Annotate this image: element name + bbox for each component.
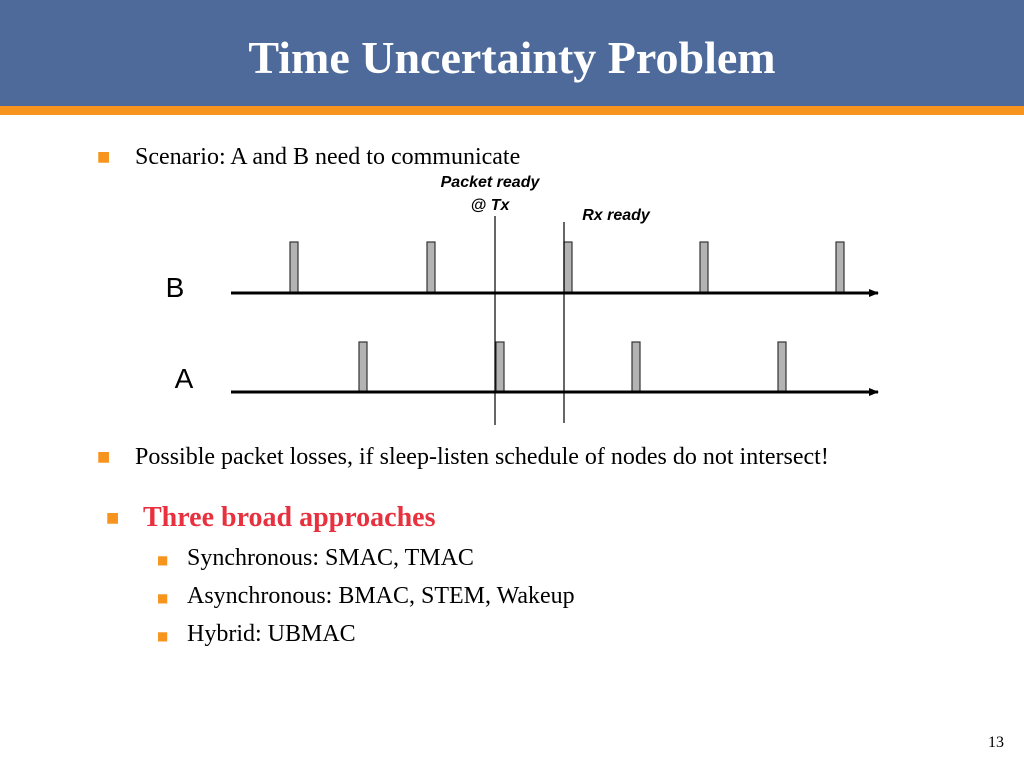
rx-ready-label: Rx ready	[582, 207, 650, 224]
page-number: 13	[988, 734, 1004, 751]
approaches-heading: Three broad approaches	[143, 502, 436, 533]
bullet-square-icon: ■	[97, 449, 111, 465]
node-b-listen-pulse	[700, 242, 708, 293]
bullet-square-icon: ■	[106, 510, 120, 526]
sub-bullet-square-icon: ■	[157, 629, 169, 643]
node-b-listen-pulse	[427, 242, 435, 293]
node-b-listen-pulse	[836, 242, 844, 293]
slide-title: Time Uncertainty Problem	[248, 32, 776, 83]
node-a-listen-pulse	[359, 342, 367, 392]
title-accent-stripe	[0, 106, 1024, 115]
node-b-label: B	[165, 272, 185, 303]
bullet-square-icon: ■	[97, 149, 111, 165]
bullet-scenario: Scenario: A and B need to communicate	[135, 144, 521, 170]
bullet-packet-losses: Possible packet losses, if sleep-listen schedule of nodes do not intersect!	[135, 444, 829, 470]
node-b-listen-pulse	[290, 242, 298, 293]
packet-ready-label-line1: Packet ready	[440, 174, 540, 191]
node-b-listen-pulse	[564, 242, 572, 293]
sleep-listen-diagram	[0, 165, 1024, 465]
node-a-listen-pulse	[496, 342, 504, 392]
node-a-label: A	[174, 363, 194, 394]
node-a-listen-pulse	[778, 342, 786, 392]
node-a-listen-pulse	[632, 342, 640, 392]
approach-item: Synchronous: SMAC, TMAC	[187, 545, 474, 571]
sub-bullet-square-icon: ■	[157, 591, 169, 605]
packet-ready-label-line2: @ Tx	[470, 197, 510, 214]
approach-item: Hybrid: UBMAC	[187, 621, 356, 647]
approach-item: Asynchronous: BMAC, STEM, Wakeup	[187, 583, 575, 609]
sub-bullet-square-icon: ■	[157, 553, 169, 567]
